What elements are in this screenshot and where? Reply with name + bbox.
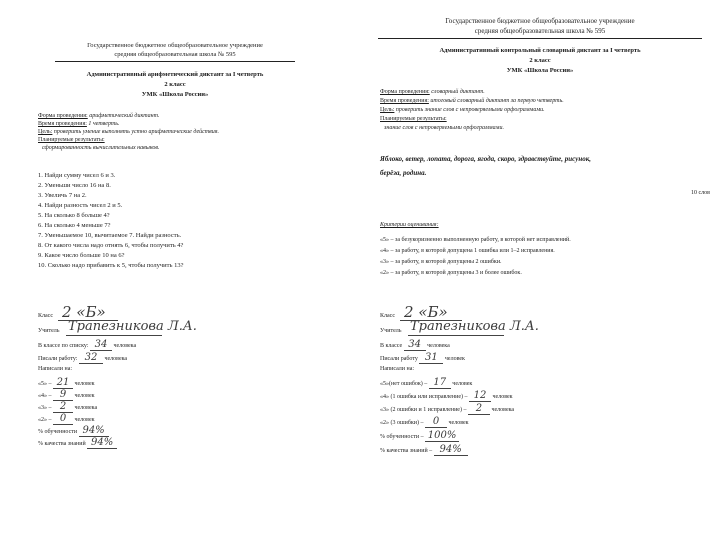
right-marks-heading: Написали на: <box>380 366 415 372</box>
left-meta-planned: Планируемые результаты: <box>38 137 105 143</box>
right-training-percent: % обученности – 100% <box>380 431 459 442</box>
right-teacher-label: Учитель <box>380 328 402 334</box>
right-grade-4: «4» (1 ошибка или исправление) – 12 человек <box>380 390 513 401</box>
left-title: Административный арифметический диктант за I четверть <box>86 71 264 78</box>
right-meta-planned-value: знание слов с непроверяемыми орфограммами. <box>384 125 504 131</box>
left-school-line-1: Государственное бюджетное общеобразовательное учреждение <box>87 42 263 49</box>
left-grade: 2 класс <box>164 81 186 88</box>
left-teacher-label: Учитель <box>38 328 60 334</box>
left-class-value: 2 «Б» <box>62 303 106 321</box>
right-grade: 2 класс <box>529 57 551 64</box>
right-meta-goal: Цель: проверить знание слов с непроверяемыми орфограммами. <box>380 107 545 113</box>
right-grade-2: «2» (3 ошибки) – 0 человек <box>380 416 469 427</box>
left-task: 7. Уменьшаемое 10, вычитаемое 7. Найди разность. <box>38 232 182 239</box>
right-word-count: 10 слов <box>691 190 710 196</box>
left-meta-planned-value: сформированность вычислительных навыков. <box>42 145 160 151</box>
left-task: 6. На сколько 4 меньше 7? <box>38 222 111 229</box>
right-list-count: В классе 34 человека <box>380 339 450 350</box>
right-title: Административный контрольный словарный диктант за I четверть <box>439 47 641 54</box>
left-task: 2. Уменьши число 16 на 8. <box>38 182 111 189</box>
right-grade-3: «3» (2 ошибки и 1 исправление) – 2 человека <box>380 403 515 414</box>
left-quality-percent: % качества знаний 94% <box>38 438 117 449</box>
left-grade-3: «3» – 2 человека <box>38 401 98 412</box>
left-grade-5: «5» – 21 человек <box>38 377 95 388</box>
left-grade-4: «4» – 9 человек <box>38 389 95 400</box>
right-dictation-line-1: Яблоко, ветер, лопата, дорога, ягода, скоро, здравствуйте, рисунок, <box>380 155 592 163</box>
left-umk: УМК «Школа России» <box>141 91 209 98</box>
left-training-percent: % обученности 94% <box>38 426 109 437</box>
left-meta-goal: Цель: проверить умение выполнять устно арифметические действия. <box>38 129 219 135</box>
right-quality-percent: % качества знаний – 94% <box>380 445 468 456</box>
left-task: 10. Сколько надо прибавить к 5, чтобы получить 13? <box>38 262 184 269</box>
right-criterion: «3» – за работу, в которой допущены 2 ошибки. <box>380 259 502 265</box>
right-meta-planned: Планируемые результаты: <box>380 116 447 122</box>
left-task: 8. От какого числа надо отнять 6, чтобы получить 4? <box>38 242 184 249</box>
right-teacher-value: Трапезникова Л.А. <box>410 319 539 334</box>
left-task: 3. Увеличь 7 на 2. <box>38 192 87 199</box>
right-header-divider <box>378 38 702 39</box>
right-school-line-1: Государственное бюджетное общеобразовательное учреждение <box>445 17 635 25</box>
right-dictation-line-2: берёза, родина. <box>380 169 427 177</box>
left-list-count: В классе по списку: 34 человека <box>38 339 137 350</box>
left-grade-2: «2» – 0 человек <box>38 413 95 424</box>
left-school-line-2: средняя общеобразовательная школа № 595 <box>114 51 236 58</box>
left-header-divider <box>55 61 295 62</box>
left-class-label: Класс <box>38 313 53 319</box>
underline <box>408 335 504 336</box>
left-teacher-value: Трапезникова Л.А. <box>68 319 197 334</box>
right-wrote-count: Писали работу 31 человек <box>380 352 465 363</box>
left-marks-heading: Написали на: <box>38 366 73 372</box>
right-school-line-2: средняя общеобразовательная школа № 595 <box>474 27 606 35</box>
left-task: 9. Какое число больше 10 на 6? <box>38 252 125 259</box>
right-criterion: «5» – за безукоризненно выполненную работу, в которой нет исправлений. <box>380 237 571 243</box>
right-document-page <box>360 0 720 540</box>
right-class-label: Класс <box>380 313 395 319</box>
underline <box>66 335 162 336</box>
left-meta-time: Время проведения: 1 четверть. <box>38 121 120 127</box>
left-task: 4. Найди разность чисел 2 и 5. <box>38 202 123 209</box>
left-task: 5. На сколько 8 больше 4? <box>38 212 110 219</box>
left-document-page <box>0 0 340 540</box>
left-wrote-count: Писали работу: 32 человека <box>38 352 128 363</box>
right-meta-form: Форма проведения: словарный диктант. <box>380 89 485 95</box>
left-task: 1. Найди сумму чисел 6 и 3. <box>38 172 116 179</box>
right-class-value: 2 «Б» <box>404 303 448 321</box>
right-criterion: «4» – за работу, в которой допущена 1 ошибка или 1–2 исправления. <box>380 248 555 254</box>
right-grade-5: «5»(нет ошибок) – 17 человек <box>380 377 473 388</box>
left-meta-form: Форма проведения: арифметический диктант. <box>38 113 160 119</box>
right-criteria-title: Критерии оценивания: <box>380 222 439 228</box>
right-meta-time: Время проведения: итоговый словарный диктант за первую четверть. <box>380 98 564 104</box>
right-criterion: «2» – за работу, в которой допущены 3 и более ошибок. <box>380 270 522 276</box>
right-umk: УМК «Школа России» <box>506 67 574 74</box>
